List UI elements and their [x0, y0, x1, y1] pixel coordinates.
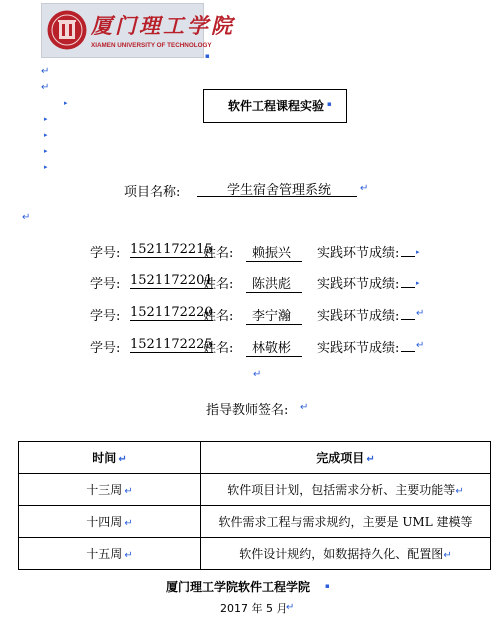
table-row: [19, 474, 491, 506]
paragraph-mark: ↵: [253, 369, 262, 380]
paragraph-mark: ↵: [416, 308, 425, 319]
score-label: 实践环节成绩:: [317, 277, 400, 292]
student-name: 赖振兴: [246, 242, 302, 262]
score-label: 实践环节成绩:: [317, 309, 400, 324]
paragraph-mark: ↵: [41, 66, 50, 77]
table-cell: 十三周 ↵: [19, 474, 201, 506]
table-header-row: [19, 442, 491, 474]
score-label: 实践环节成绩:: [317, 246, 400, 261]
score-blank: [401, 256, 415, 257]
title-box: [203, 89, 347, 123]
paragraph-mark: ↵: [300, 402, 309, 413]
page-title: 软件工程课程实验: [228, 99, 325, 113]
student-name: 李宁瀚: [246, 305, 302, 325]
student-id: 1521172220: [130, 305, 213, 320]
paragraph-mark: ↵: [360, 183, 369, 194]
score-blank: [401, 287, 415, 288]
paragraph-mark: ▸: [44, 131, 48, 139]
project-name-text: 学生宿舍管理系统: [227, 183, 332, 198]
student-id-label: 学号:: [90, 246, 121, 261]
student-id: 1521172215: [130, 242, 213, 257]
table-cell: 软件项目计划，包括需求分析、主要功能等↵: [201, 474, 491, 506]
student-id-label: 学号:: [90, 277, 121, 292]
student-name-label: 姓名:: [203, 341, 234, 356]
student-name-label: 姓名:: [203, 246, 234, 261]
logo-name-cn: 厦门理工学院: [91, 13, 235, 38]
project-name-value: [197, 179, 357, 197]
project-name-label: 项目名称:: [124, 185, 181, 200]
student-name: 林敬彬: [246, 337, 302, 357]
paragraph-mark: ▸: [416, 248, 420, 256]
student-name-label: 姓名:: [203, 277, 234, 292]
score-blank: [401, 351, 415, 352]
schedule-table: [18, 441, 491, 570]
student-id-label: 学号:: [90, 341, 121, 356]
student-id-label: 学号:: [90, 309, 121, 324]
student-name: 陈洪彪: [246, 273, 302, 293]
table-cell: 十四周 ↵: [19, 506, 201, 538]
paragraph-mark: ↵: [22, 212, 31, 223]
table-cell: 十五周 ↵: [19, 538, 201, 570]
score-blank: [401, 319, 415, 320]
paragraph-mark: ▪: [205, 52, 210, 60]
paragraph-mark: ▸: [44, 147, 48, 155]
table-row: [19, 506, 491, 538]
paragraph-mark: ▸: [44, 115, 48, 123]
paragraph-mark: ▪: [325, 582, 330, 590]
student-id: 1521172225: [130, 337, 213, 352]
paragraph-mark: ▸: [64, 99, 68, 107]
institute-name: 厦门理工学院软件工程学院: [166, 580, 311, 594]
teacher-signature-label: 指导教师签名:: [206, 403, 289, 418]
student-id: 1521172201: [130, 273, 213, 288]
paragraph-mark: ↵: [286, 602, 295, 613]
university-seal-icon: [46, 9, 88, 51]
table-header-cell: 完成项目 ↵: [201, 442, 491, 474]
table-cell: 软件设计规约，如数据持久化、配置图↵: [201, 538, 491, 570]
document-date: 2017 年 5 月: [220, 602, 288, 615]
paragraph-mark: ↵: [416, 340, 425, 351]
table-header-cell: 时间 ↵: [19, 442, 201, 474]
score-label: 实践环节成绩:: [317, 341, 400, 356]
paragraph-mark: ▪: [327, 100, 332, 108]
table-cell: 软件需求工程与需求规约，主要是 UML 建模等: [201, 506, 491, 538]
student-name-label: 姓名:: [203, 309, 234, 324]
logo-name-en: XIAMEN UNIVERSITY OF TECHNOLOGY: [91, 42, 212, 49]
paragraph-mark: ▸: [416, 279, 420, 287]
paragraph-mark: ↵: [41, 82, 50, 93]
paragraph-mark: ▸: [44, 163, 48, 171]
university-logo: [41, 3, 235, 58]
table-row: [19, 538, 491, 570]
